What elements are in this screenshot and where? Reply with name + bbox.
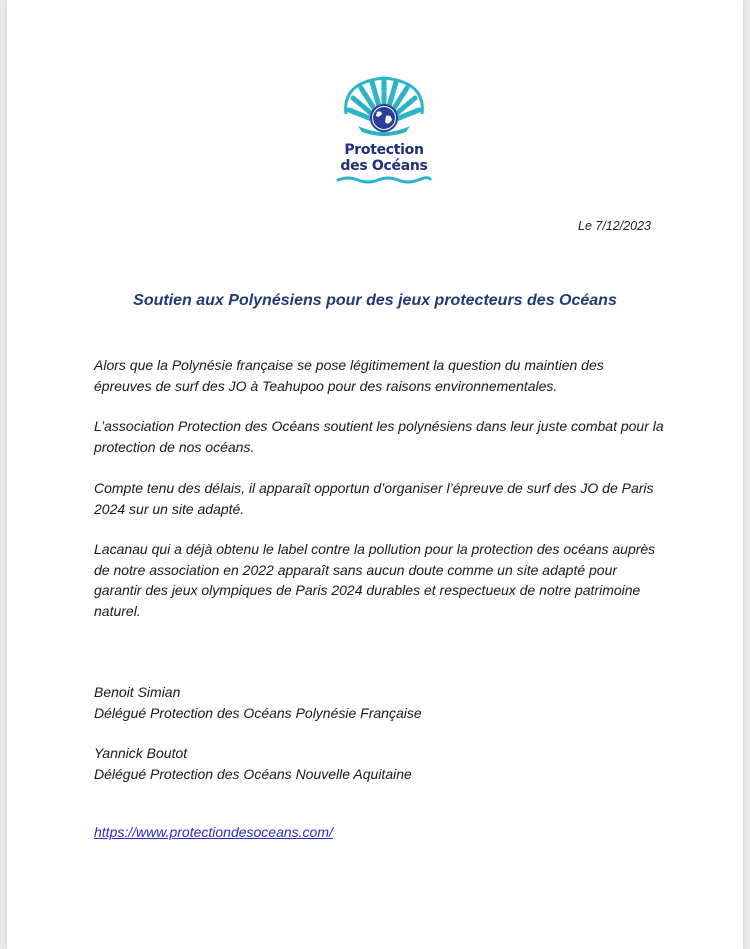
logo-text-line2: des Océans [340, 158, 428, 174]
logo-text-line1: Protection [344, 142, 424, 158]
paragraph-3: Compte tenu des délais, il apparaît opportun d’organiser l’épreuve de surf des JO de Paris 2024 sur un site adapté. [94, 480, 654, 517]
signatory-block [94, 743, 664, 784]
signatory-role: Délégué Protection des Océans Polynésie Française [94, 704, 422, 721]
document-page [7, 0, 743, 949]
scallop-shell-globe-icon [332, 74, 436, 140]
paragraph-1: Alors que la Polynésie française se pose légitimement la question du maintien des épreuves de surf des JO à Teahupoo pour des raisons environnementales. [94, 357, 604, 394]
signatory-name: Yannick Boutot [94, 745, 188, 761]
paragraph-4: Lacanau qui a déjà obtenu le label contre la pollution pour la protection des océans auprès de notre association en 2022 apparaît sans aucun doute comme un site adapté pour garantir des jeux olympiques de Paris 2024 durables et respectueux de notre patrimoine naturel. [94, 541, 656, 619]
paragraph-2: L’association Protection des Océans soutient les polynésiens dans leur juste combat pour la protection de nos océans. [94, 418, 664, 455]
organization-logo [332, 74, 436, 184]
website-link[interactable]: https://www.protectiondesoceans.com/ [94, 824, 333, 840]
signatory-name: Benoit Simian [94, 684, 181, 700]
document-date: Le 7/12/2023 [578, 219, 651, 233]
wave-underline-icon [332, 175, 436, 187]
document-title: Soutien aux Polynésiens pour des jeux protecteurs des Océans [133, 292, 617, 309]
signatory-role: Délégué Protection des Océans Nouvelle Aquitaine [94, 765, 412, 782]
signatory-block [94, 682, 664, 723]
